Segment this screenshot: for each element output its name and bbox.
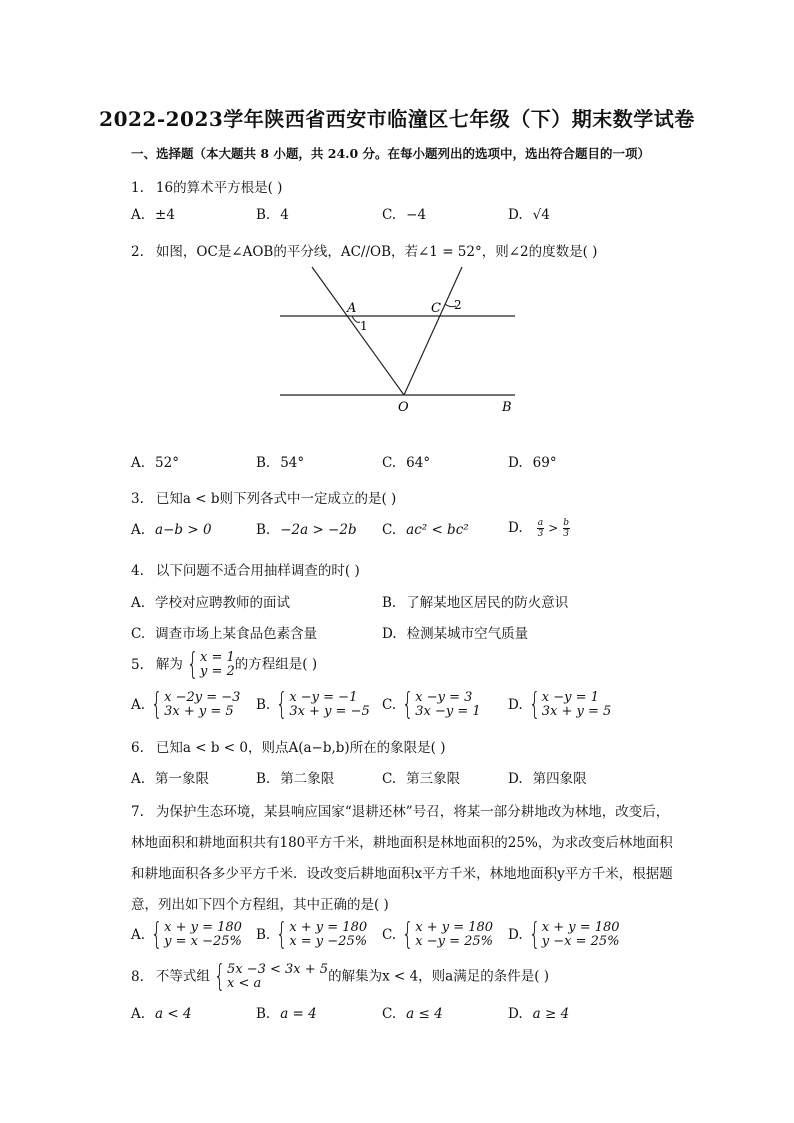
equation-system: { x = 1 y = 2 bbox=[186, 647, 235, 682]
fraction-b-3: $\frac{b}{3}$ bbox=[563, 518, 569, 539]
label-1: 1 bbox=[360, 319, 368, 333]
page-title: 2022-2023学年陕西省西安市临潼区七年级（下）期末数学试卷 bbox=[99, 107, 695, 131]
question-number: 7. bbox=[131, 804, 144, 820]
question-text: 已知a < b < 0，则点A(a−b,b)所在的象限是( ) bbox=[155, 740, 446, 756]
q2-option-a[interactable]: A. 52° bbox=[131, 455, 179, 471]
q5-option-b[interactable]: B. { x −y = −1 3x + y = −5 bbox=[256, 687, 370, 722]
inequality-system: { 5x −3 < 3x + 5 x < a bbox=[213, 959, 329, 994]
question-8: 8. 不等式组 { 5x −3 < 3x + 5 x < a 的解集为x < 4，则a满足的条件是( ) bbox=[131, 959, 550, 994]
question-number: 5. bbox=[131, 656, 144, 673]
q8-option-a[interactable]: A. a < 4 bbox=[131, 1006, 192, 1022]
q1-option-c[interactable]: C. −4 bbox=[382, 207, 427, 223]
question-2 bbox=[131, 240, 597, 260]
question-7 bbox=[131, 800, 669, 820]
q3-option-c[interactable]: C. ac² < bc² bbox=[382, 522, 469, 538]
label-o: O bbox=[398, 400, 409, 415]
q6-option-a[interactable]: A. 第一象限 bbox=[131, 771, 210, 787]
q1-option-d[interactable]: D. √4 bbox=[508, 207, 550, 223]
question-number: 4. bbox=[131, 563, 144, 579]
question-3 bbox=[131, 487, 396, 507]
q2-option-b[interactable]: B. 54° bbox=[256, 455, 305, 471]
q4-option-c[interactable]: C. 调查市场上某食品色素含量 bbox=[131, 626, 318, 642]
question-text: 如图，OC是∠AOB的平分线，AC//OB，若∠1 = 52°，则∠2的度数是( ) bbox=[155, 244, 598, 260]
label-a: A bbox=[347, 301, 357, 316]
q5-option-d[interactable]: D. { x −y = 1 3x + y = 5 bbox=[508, 687, 612, 722]
q6-option-d[interactable]: D. 第四象限 bbox=[508, 771, 587, 787]
question-text-line-3: 和耕地面积各多少平方千米．设改变后耕地面积x平方千米，林地地面积y平方千米，根据题 bbox=[131, 866, 673, 882]
label-c: C bbox=[431, 301, 441, 316]
q7-option-a[interactable]: A. { x + y = 180 y = x −25% bbox=[131, 917, 242, 952]
question-number: 3. bbox=[131, 491, 144, 507]
section-heading: 一、选择题（本大题共 8 小题，共 24.0 分。在每小题列出的选项中，选出符合题目的一项） bbox=[131, 146, 651, 161]
q3-option-a[interactable]: A. a−b > 0 bbox=[131, 522, 212, 538]
q4-option-b[interactable]: B. 了解某地区居民的防火意识 bbox=[382, 595, 569, 611]
question-5: 5. 解为 { x = 1 y = 2 的方程组是( ) bbox=[131, 647, 318, 682]
question-text-line-2: 林地面积和耕地面积共有180平方千米，耕地面积是林地面积的25%，为求改变后林地面积 bbox=[131, 835, 673, 851]
q6-option-c[interactable]: C. 第三象限 bbox=[382, 771, 461, 787]
question-number: 2. bbox=[131, 244, 144, 260]
q8-option-c[interactable]: C. a ≤ 4 bbox=[382, 1006, 443, 1022]
question-6 bbox=[131, 736, 446, 756]
q6-option-b[interactable]: B. 第二象限 bbox=[256, 771, 335, 787]
label-2: 2 bbox=[454, 298, 462, 312]
question-text-line-1: 为保护生态环境，某县响应国家“退耕还林”号召，将某一部分耕地改为林地，改变后， bbox=[155, 804, 670, 820]
q5-option-a[interactable]: A. { x −2y = −3 3x + y = 5 bbox=[131, 687, 241, 722]
q3-option-d[interactable]: D. $\frac{a}{3}$ > $\frac{b}{3}$ bbox=[508, 518, 569, 539]
question-text-line-4: 意，列出如下四个方程组，其中正确的是( ) bbox=[131, 897, 389, 913]
question-number: 6. bbox=[131, 740, 144, 756]
q8-option-d[interactable]: D. a ≥ 4 bbox=[508, 1006, 570, 1022]
q2-option-c[interactable]: C. 64° bbox=[382, 455, 431, 471]
label-b: B bbox=[502, 400, 512, 415]
question-text: 以下问题不适合用抽样调查的时( ) bbox=[155, 563, 360, 579]
line-oc bbox=[404, 267, 462, 395]
q7-option-d[interactable]: D. { x + y = 180 y −x = 25% bbox=[508, 917, 620, 952]
q1-option-b[interactable]: B. 4 bbox=[256, 207, 289, 223]
q7-option-c[interactable]: C. { x + y = 180 x −y = 25% bbox=[382, 917, 494, 952]
q3-option-b[interactable]: B. −2a > −2b bbox=[256, 522, 357, 538]
question-text: 16的算术平方根是( ) bbox=[155, 180, 283, 196]
geometry-figure bbox=[270, 262, 530, 422]
question-1 bbox=[131, 176, 282, 196]
fraction-a-3: $\frac{a}{3}$ bbox=[537, 518, 544, 539]
q4-option-d[interactable]: D. 检测某城市空气质量 bbox=[382, 626, 529, 642]
question-4 bbox=[131, 559, 360, 579]
angle-1-arc bbox=[352, 316, 360, 322]
question-text: 已知a < b则下列各式中一定成立的是( ) bbox=[155, 491, 397, 507]
question-number: 1. bbox=[131, 180, 144, 196]
q7-option-b[interactable]: B. { x + y = 180 x = y −25% bbox=[256, 917, 368, 952]
q4-option-a[interactable]: A. 学校对应聘教师的面试 bbox=[131, 595, 291, 611]
question-number: 8. bbox=[131, 968, 144, 985]
q1-option-a[interactable]: A. ±4 bbox=[131, 207, 175, 223]
q5-option-c[interactable]: C. { x −y = 3 3x −y = 1 bbox=[382, 687, 481, 722]
line-ao bbox=[312, 267, 404, 395]
q8-option-b[interactable]: B. a = 4 bbox=[256, 1006, 317, 1022]
q2-option-d[interactable]: D. 69° bbox=[508, 455, 557, 471]
